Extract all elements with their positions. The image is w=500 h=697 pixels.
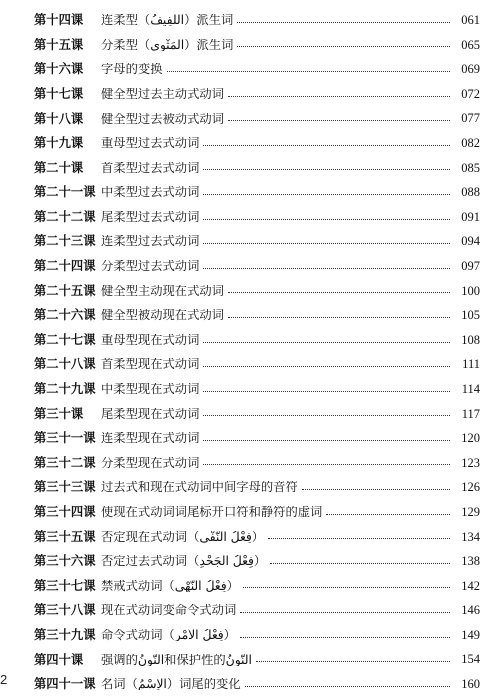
dot-leader — [228, 96, 450, 97]
page-ref: 129 — [461, 504, 480, 519]
page-ref: 111 — [462, 357, 480, 372]
table-of-contents — [34, 8, 480, 697]
dot-leader — [270, 563, 450, 564]
lesson-number: 第三十二课 — [34, 454, 96, 470]
toc-entry[interactable] — [34, 402, 480, 427]
lesson-number: 第三十六课 — [34, 553, 96, 569]
page-ref: 097 — [461, 258, 480, 273]
page-ref: 065 — [461, 37, 480, 52]
toc-entry[interactable] — [34, 500, 480, 525]
toc-entry[interactable] — [34, 303, 480, 328]
dot-leader — [203, 243, 450, 244]
lesson-title: 中柔型现在式动词 — [101, 383, 200, 396]
toc-entry[interactable] — [34, 254, 480, 279]
page-ref: 094 — [461, 234, 480, 249]
dot-leader — [203, 415, 450, 416]
dot-leader — [203, 366, 450, 367]
dot-leader — [228, 120, 450, 121]
lesson-title: 否定现在式动词（فِعْلُ النَّفْيِ） — [101, 530, 265, 543]
lesson-title: 中柔型过去式动词 — [101, 186, 200, 199]
lesson-number: 第三十七课 — [34, 577, 96, 593]
toc-entry[interactable] — [34, 106, 480, 131]
page-ref: 082 — [461, 136, 480, 151]
toc-entry[interactable] — [34, 82, 480, 107]
toc-entry[interactable] — [34, 57, 480, 82]
lesson-title: 分柔型（اَلْمَثْوِي）派生词 — [101, 38, 234, 52]
dot-leader — [203, 169, 450, 170]
lesson-title: 命令式动词（فِعْلُ الْأَمْرِ） — [101, 628, 236, 642]
page-ref: 077 — [461, 111, 480, 126]
lesson-title: 现在式动词变命令式动词 — [101, 604, 237, 617]
lesson-number: 第三十九课 — [34, 626, 96, 642]
lesson-number: 第十五课 — [34, 36, 84, 52]
lesson-title: 字母的变换 — [101, 63, 163, 76]
page-ref: 134 — [461, 529, 480, 544]
page-ref: 088 — [461, 185, 480, 200]
lesson-number: 第二十六课 — [34, 307, 96, 323]
toc-entry[interactable] — [34, 574, 480, 599]
toc-entry[interactable] — [34, 180, 480, 205]
lesson-number: 第二十三课 — [34, 233, 96, 249]
page-ref: 069 — [461, 62, 480, 77]
lesson-title: 重母型过去式动词 — [101, 137, 200, 150]
page-ref: 120 — [461, 431, 480, 446]
lesson-number: 第三十五课 — [34, 528, 96, 544]
lesson-number: 第二十一课 — [34, 184, 96, 200]
lesson-title: 禁戒式动词（فِعْلُ النَّهْيِ） — [101, 579, 239, 593]
lesson-title: 健全型主动现在式动词 — [101, 284, 224, 297]
toc-entry[interactable] — [34, 475, 480, 500]
dot-leader — [302, 489, 450, 490]
lesson-number: 第十四课 — [34, 12, 84, 28]
toc-entry[interactable] — [34, 229, 480, 254]
lesson-number: 第二十九课 — [34, 381, 96, 397]
lesson-title: 健全型过去主动式动词 — [101, 87, 224, 101]
dot-leader — [245, 686, 450, 687]
toc-entry[interactable] — [34, 205, 480, 230]
dot-leader — [203, 145, 450, 146]
page-ref: 114 — [461, 381, 480, 396]
toc-entry[interactable] — [34, 279, 480, 304]
lesson-title: 使现在式动词词尾标开口符和静符的虚词 — [101, 506, 323, 519]
lesson-title: 尾柔型现在式动词 — [101, 407, 200, 420]
lesson-title: 连柔型现在式动词 — [101, 432, 200, 445]
dot-leader — [256, 661, 450, 662]
lesson-number: 第四十课 — [34, 651, 84, 667]
page-ref: 142 — [461, 578, 480, 593]
dot-leader — [203, 342, 450, 343]
page-ref: 123 — [461, 455, 480, 470]
lesson-number: 第十九课 — [34, 135, 84, 151]
lesson-title: 首柔型现在式动词 — [101, 358, 200, 371]
dot-leader — [243, 587, 450, 588]
toc-entry[interactable] — [34, 328, 480, 353]
lesson-number: 第十六课 — [34, 61, 84, 77]
lesson-title: 健全型被动现在式动词 — [101, 309, 224, 322]
lesson-number: 第四十一课 — [34, 676, 96, 692]
page-ref: 149 — [461, 627, 480, 642]
lesson-title: 首柔型过去式动词 — [101, 161, 200, 174]
lesson-title: 健全型过去被动式动词 — [101, 112, 224, 125]
dot-leader — [228, 292, 450, 293]
lesson-title: 重母型现在式动词 — [101, 333, 200, 347]
lesson-number: 第三十一课 — [34, 430, 96, 446]
lesson-number: 第二十二课 — [34, 208, 96, 224]
page-ref: 091 — [461, 209, 480, 224]
toc-entry[interactable] — [34, 377, 480, 402]
page-ref: 117 — [461, 406, 480, 421]
dot-leader — [167, 71, 451, 72]
lesson-number: 第三十课 — [34, 405, 84, 421]
lesson-title: 强调的اَلنُّونُ和保护性的اَلنُّونُ — [101, 653, 252, 666]
toc-entry[interactable] — [34, 451, 480, 476]
lesson-title: 连柔型过去式动词 — [101, 235, 200, 248]
page-number: 2 — [0, 672, 8, 687]
page-ref: 105 — [461, 308, 480, 323]
toc-entry[interactable] — [34, 33, 480, 58]
toc-entry[interactable] — [34, 623, 480, 648]
lesson-number: 第二十课 — [34, 159, 84, 175]
lesson-title: 分柔型现在式动词 — [101, 456, 200, 470]
toc-entry[interactable] — [34, 524, 480, 549]
lesson-number: 第三十三课 — [34, 479, 96, 495]
toc-entry[interactable] — [34, 672, 480, 697]
dot-leader — [203, 440, 450, 441]
toc-entry[interactable] — [34, 426, 480, 451]
dot-leader — [237, 46, 450, 47]
toc-entry[interactable] — [34, 598, 480, 623]
page-ref: 085 — [461, 160, 480, 175]
page-ref: 126 — [461, 480, 480, 495]
toc-entry[interactable] — [34, 8, 480, 33]
lesson-number: 第三十四课 — [34, 504, 96, 520]
page-ref: 061 — [461, 13, 480, 28]
lesson-title: 尾柔型过去式动词 — [101, 210, 200, 224]
lesson-title: 过去式和现在式动词中间字母的音符 — [101, 481, 298, 494]
lesson-number: 第二十七课 — [34, 331, 96, 347]
dot-leader — [203, 268, 450, 269]
lesson-number: 第十七课 — [34, 85, 84, 101]
lesson-number: 第十八课 — [34, 110, 84, 126]
dot-leader — [228, 317, 450, 318]
lesson-number: 第二十五课 — [34, 282, 96, 298]
lesson-title: 否定过去式动词（فِعْلُ الْجَحْدِ） — [101, 555, 267, 568]
lesson-number: 第二十八课 — [34, 356, 96, 372]
toc-entry[interactable] — [34, 647, 480, 672]
toc-entry[interactable] — [34, 352, 480, 377]
dot-leader — [203, 391, 450, 392]
lesson-number: 第二十四课 — [34, 258, 96, 274]
lesson-title: 连柔型（اَللَّفِيفُ）派生词 — [101, 14, 234, 27]
toc-entry[interactable] — [34, 131, 480, 156]
toc-entry[interactable] — [34, 156, 480, 181]
page-ref: 108 — [461, 332, 480, 347]
dot-leader — [240, 637, 450, 638]
lesson-number: 第三十八课 — [34, 602, 96, 618]
dot-leader — [268, 538, 450, 539]
lesson-title: 名词（اَلْاِسْمُ）词尾的变化 — [101, 678, 241, 691]
toc-entry[interactable] — [34, 549, 480, 574]
dot-leader — [203, 464, 450, 465]
page-ref: 154 — [461, 652, 480, 667]
page-ref: 146 — [461, 603, 480, 618]
page-ref: 100 — [461, 283, 480, 298]
page-ref: 138 — [461, 554, 480, 569]
dot-leader — [203, 194, 450, 195]
lesson-title: 分柔型过去式动词 — [101, 260, 200, 273]
dot-leader — [203, 219, 450, 220]
page-ref: 072 — [461, 86, 480, 101]
dot-leader — [237, 22, 450, 23]
dot-leader — [326, 514, 450, 515]
page-ref: 160 — [461, 677, 480, 692]
dot-leader — [240, 612, 450, 613]
